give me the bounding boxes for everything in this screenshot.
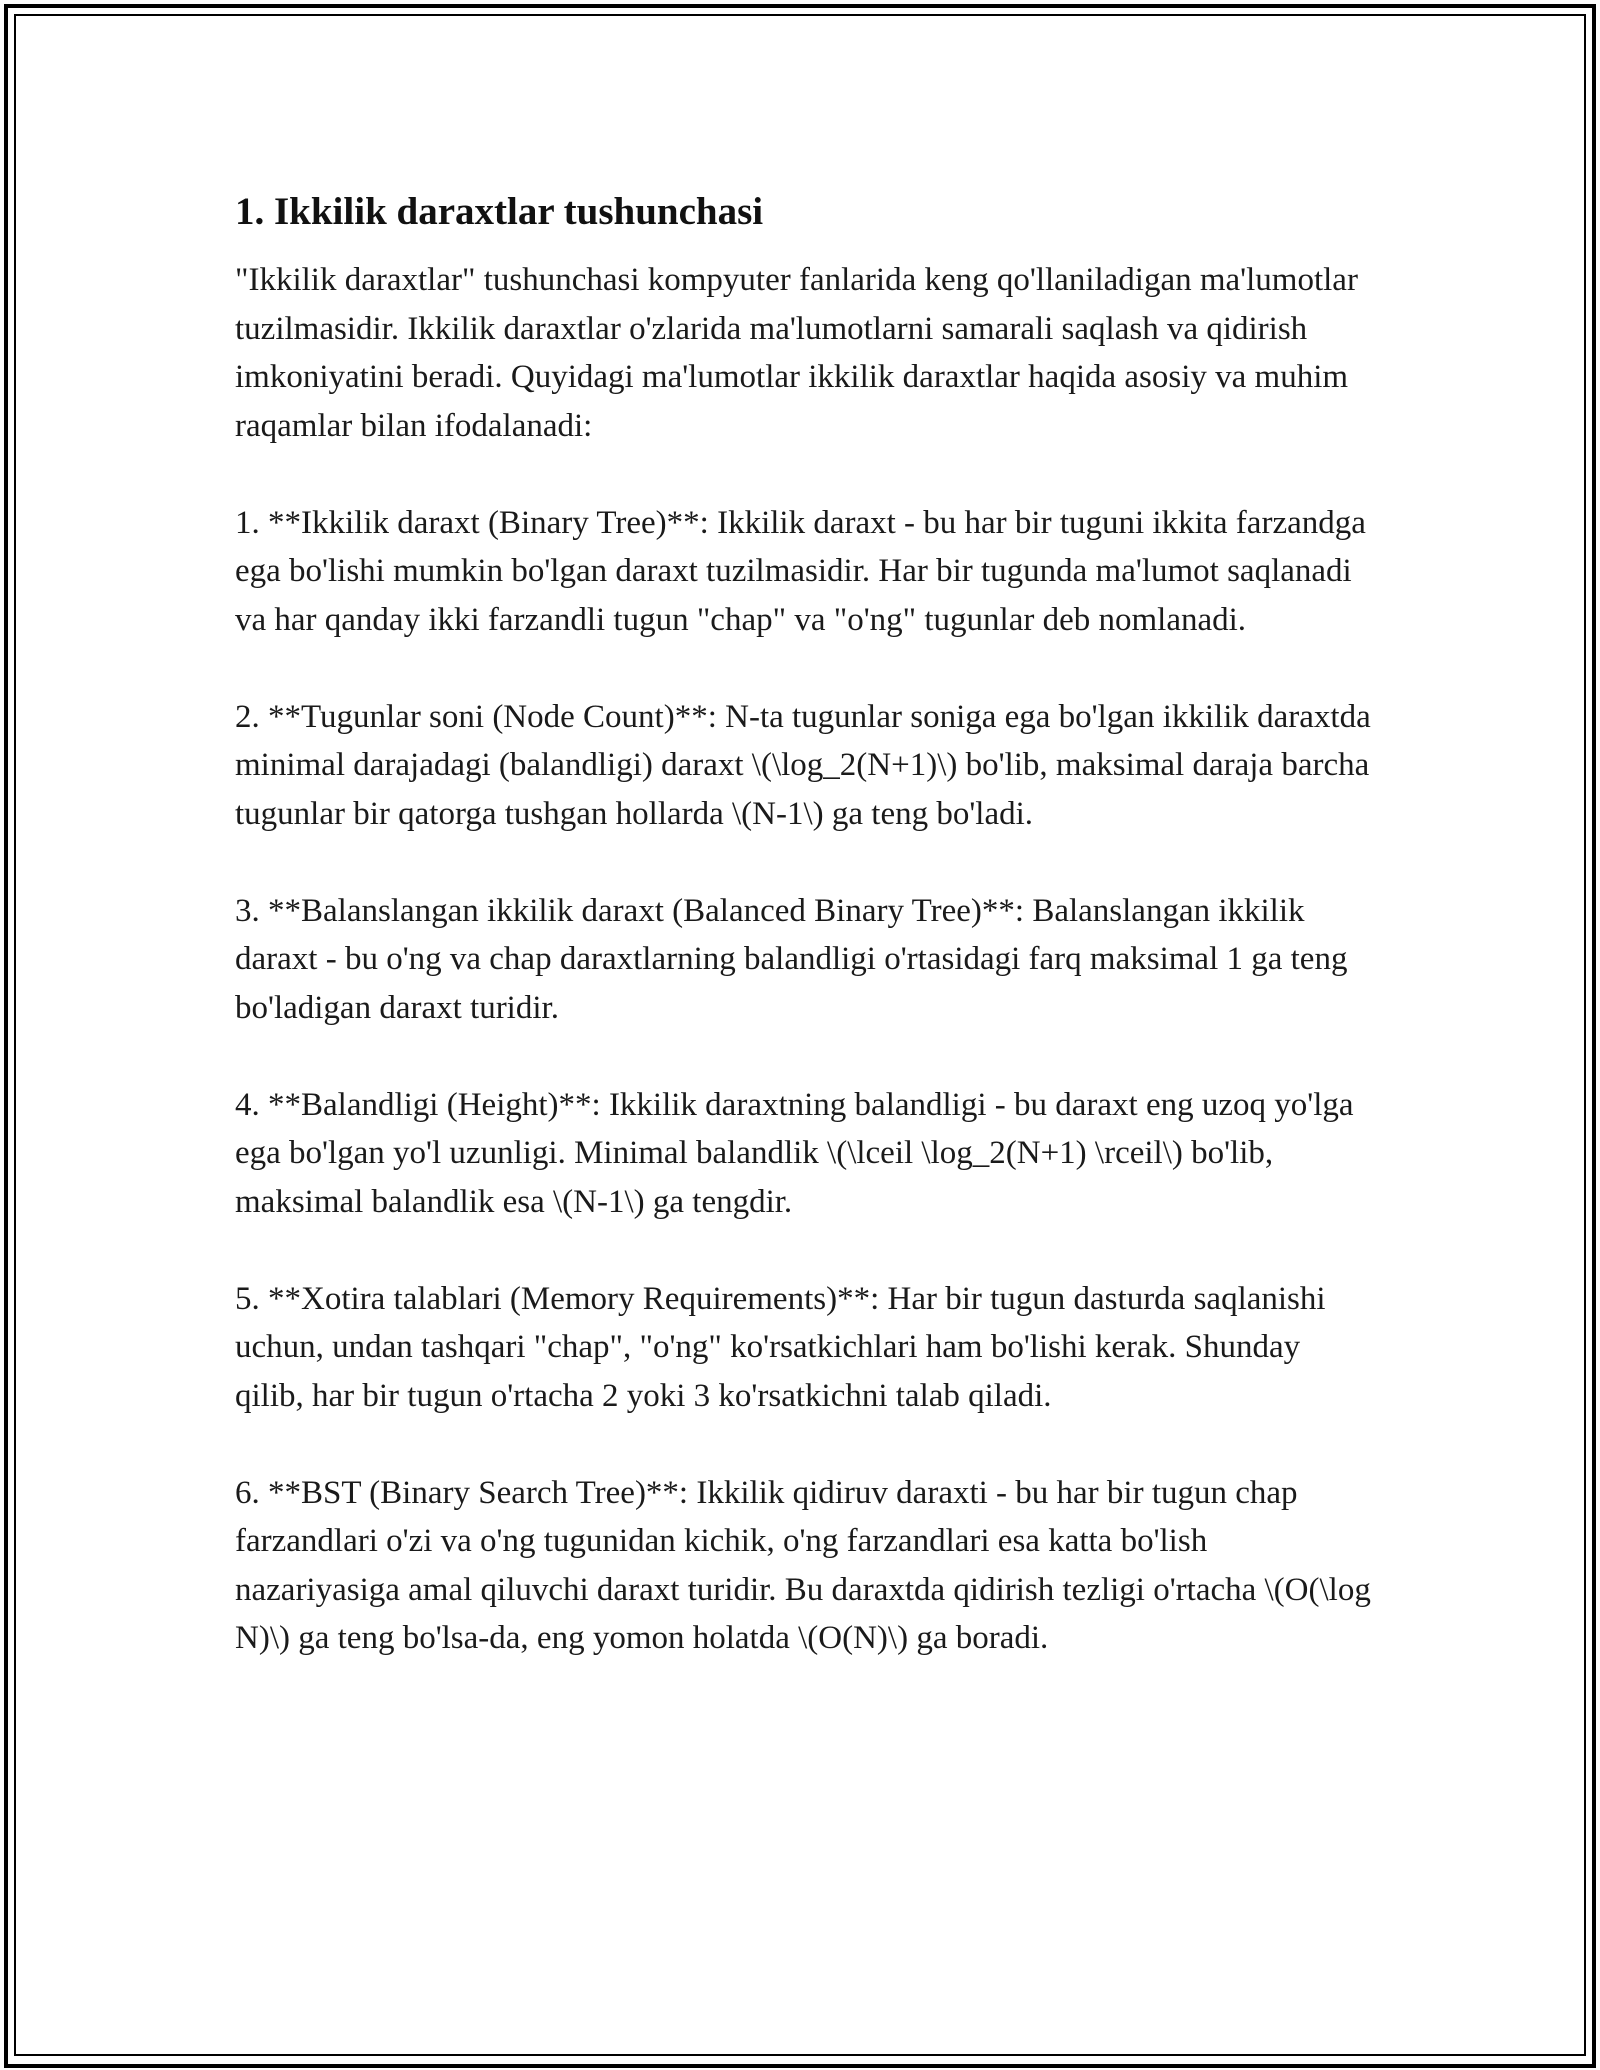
document-body <box>235 188 1375 1711</box>
item-bst: 6. **BST (Binary Search Tree)**: Ikkilik qidiruv daraxti - bu har bir tugun chap farzandlari o'zi va o'ng tugunidan kichik, o'ng farzandlari esa katta bo'lish nazariyasiga amal qiluvchi daraxt turidir. Bu daraxtda qidirish tezligi o'rtacha \(O(\log N)\) ga teng bo'lsa-da, eng yomon holatda \(O(N)\) ga boradi. <box>235 1474 1371 1656</box>
item-memory-requirements: 5. **Xotira talablari (Memory Requirements)**: Har bir tugun dasturda saqlanishi uchun, undan tashqari "chap", "o'ng" ko'rsatkichlari ham bo'lishi kerak. Shunday qilib, har bir tugun o'rtacha 2 yoki 3 ko'rsatkichni talab qiladi. <box>235 1280 1326 1414</box>
item-node-count: 2. **Tugunlar soni (Node Count)**: N-ta tugunlar soniga ega bo'lgan ikkilik daraxtda minimal darajadagi (balandligi) daraxt \(\log_2(N+1)\) bo'lib, maksimal daraja barcha tugunlar bir qatorga tushgan hollarda \(N-1\) ga teng bo'ladi. <box>235 698 1371 832</box>
intro-paragraph: "Ikkilik daraxtlar" tushunchasi kompyuter fanlarida keng qo'llaniladigan ma'lumotlar tuzilmasidir. Ikkilik daraxtlar o'zlarida ma'lumotlarni samarali saqlash va qidirish imkoniyatini beradi. Quyidagi ma'lumotlar ikkilik daraxtlar haqida asosiy va muhim raqamlar bilan ifodalanadi: <box>235 262 1358 444</box>
item-binary-tree: 1. **Ikkilik daraxt (Binary Tree)**: Ikkilik daraxt - bu har bir tuguni ikkita farzandga ega bo'lishi mumkin bo'lgan daraxt tuzilmasidir. Har bir tugunda ma'lumot saqlanadi va har qanday ikki farzandli tugun "chap" va "o'ng" tugunlar deb nomlanadi. <box>235 504 1366 638</box>
item-balanced-tree: 3. **Balanslangan ikkilik daraxt (Balanced Binary Tree)**: Balanslangan ikkilik daraxt - bu o'ng va chap daraxtlarning balandligi o'rtasidagi farq maksimal 1 ga teng bo'ladigan daraxt turidir. <box>235 892 1348 1026</box>
item-height: 4. **Balandligi (Height)**: Ikkilik daraxtning balandligi - bu daraxt eng uzoq yo'lga ega bo'lgan yo'l uzunligi. Minimal balandlik \(\lceil \log_2(N+1) \rceil\) bo'lib, maksimal balandlik esa \(N-1\) ga tengdir. <box>235 1086 1354 1220</box>
section-heading: 1. Ikkilik daraxtlar tushunchasi <box>235 190 764 233</box>
